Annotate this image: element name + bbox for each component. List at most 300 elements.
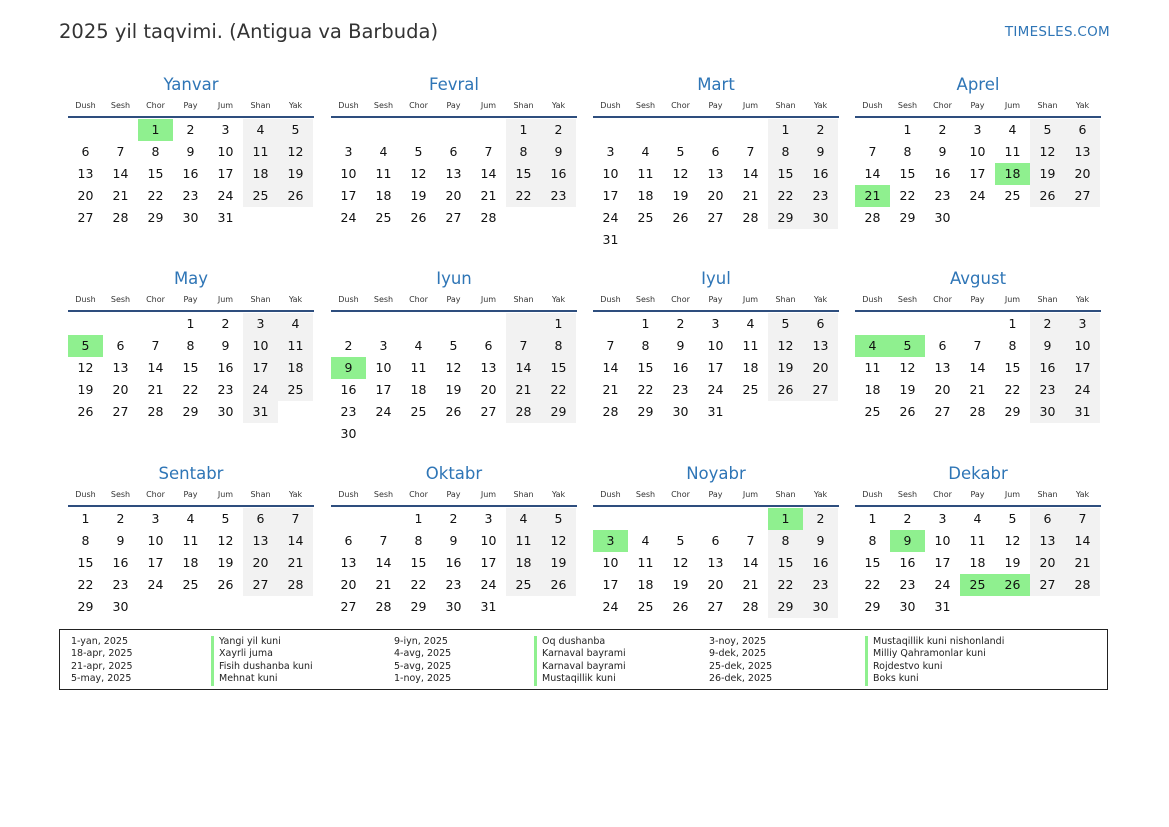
week-row [593, 141, 839, 163]
day-cell: 29 [182, 404, 199, 419]
day-cell: 11 [742, 338, 759, 353]
day-cell: 24 [934, 577, 951, 592]
day-cell: 28 [742, 599, 759, 614]
legend-holiday-name: Fisih dushanba kuni [211, 661, 313, 673]
week-row [68, 574, 314, 596]
day-cell: 16 [672, 360, 689, 375]
day-cell: 9 [541, 141, 576, 163]
month-may [68, 268, 314, 423]
day-cell: 21 [375, 577, 392, 592]
day-cell: 30 [1030, 401, 1065, 423]
day-cell: 29 [410, 599, 427, 614]
day-cell: 7 [278, 508, 313, 530]
week-row [593, 574, 839, 596]
day-cell: 25 [1004, 188, 1021, 203]
weekday-header [68, 488, 314, 507]
week-row [68, 185, 314, 207]
week-row [855, 335, 1101, 357]
day-cell: 30 [340, 426, 357, 441]
weekday-header [855, 488, 1101, 507]
weekday-label: Yak [813, 490, 828, 499]
day-cell: 24 [340, 210, 357, 225]
holiday-day-cell: 5 [68, 335, 103, 357]
day-cell: 14 [602, 360, 619, 375]
day-cell: 28 [112, 210, 129, 225]
day-cell: 24 [969, 188, 986, 203]
weekday-label: Dush [862, 490, 883, 499]
day-cell: 2 [1030, 313, 1065, 335]
legend-holiday-name: Mustaqillik kuni nishonlandi [865, 636, 1004, 648]
day-cell: 11 [1004, 144, 1021, 159]
day-cell: 8 [641, 338, 650, 353]
day-cell: 25 [637, 599, 654, 614]
weekday-label: Pay [183, 295, 198, 304]
day-cell: 9 [803, 530, 838, 552]
weekday-label: Dush [338, 101, 359, 110]
weekday-label: Shan [250, 101, 271, 110]
day-cell: 28 [1065, 574, 1100, 596]
day-cell: 27 [445, 210, 462, 225]
day-cell: 19 [899, 382, 916, 397]
weekday-label: Shan [513, 490, 534, 499]
day-cell: 29 [541, 401, 576, 423]
month-name: Sentabr [158, 464, 224, 483]
month-name: Avgust [949, 269, 1007, 288]
day-cell: 30 [182, 210, 199, 225]
day-cell: 23 [803, 574, 838, 596]
legend-date: 21-apr, 2025 [71, 660, 133, 672]
day-cell: 11 [410, 360, 427, 375]
empty-cell [401, 313, 436, 335]
day-cell: 23 [445, 577, 462, 592]
empty-cell [243, 207, 278, 229]
day-cell: 26 [445, 404, 462, 419]
day-cell: 20 [1065, 163, 1100, 185]
empty-cell [628, 229, 663, 251]
day-cell: 16 [934, 166, 951, 181]
day-cell: 4 [186, 511, 195, 526]
weekday-label: Sesh [373, 295, 394, 304]
day-cell: 6 [243, 508, 278, 530]
weekday-label: Chor [933, 490, 952, 499]
day-cell: 25 [742, 382, 759, 397]
weekday-label: Jum [742, 295, 759, 304]
brand-link[interactable]: TIMESLES.COM [1004, 24, 1110, 40]
empty-cell [436, 423, 471, 445]
day-cell: 27 [243, 574, 278, 596]
day-cell: 26 [541, 574, 576, 596]
weekday-label: Chor [409, 295, 428, 304]
empty-cell [960, 596, 995, 618]
holiday-day-cell: 18 [995, 163, 1030, 185]
day-cell: 1 [768, 119, 803, 141]
day-cell: 10 [602, 166, 619, 181]
day-cell: 21 [742, 577, 759, 592]
weekday-header [68, 293, 314, 312]
day-cell: 16 [1030, 357, 1065, 379]
day-cell: 22 [768, 185, 803, 207]
day-cell: 24 [480, 577, 497, 592]
empty-cell [103, 119, 138, 141]
day-cell: 22 [768, 574, 803, 596]
week-row [331, 335, 577, 357]
day-cell: 2 [116, 511, 125, 526]
day-cell: 11 [637, 166, 654, 181]
day-cell: 25 [182, 577, 199, 592]
day-cell: 20 [480, 382, 497, 397]
week-row [68, 357, 314, 379]
day-cell: 18 [864, 382, 881, 397]
weekday-label: Pay [970, 295, 985, 304]
empty-cell [593, 508, 628, 530]
day-cell: 23 [672, 382, 689, 397]
day-cell: 3 [484, 511, 493, 526]
day-cell: 31 [707, 404, 724, 419]
day-cell: 8 [151, 144, 160, 159]
week-row [331, 313, 577, 335]
day-cell: 18 [243, 163, 278, 185]
day-cell: 12 [672, 555, 689, 570]
legend-date: 1-noy, 2025 [394, 673, 452, 685]
day-cell: 22 [899, 188, 916, 203]
day-cell: 6 [344, 533, 353, 548]
legend-date: 4-avg, 2025 [394, 648, 452, 660]
day-cell: 11 [182, 533, 199, 548]
week-row [331, 574, 577, 596]
day-cell: 25 [243, 185, 278, 207]
empty-cell [506, 423, 541, 445]
empty-cell [855, 119, 890, 141]
day-cell: 8 [868, 533, 877, 548]
day-cell: 9 [449, 533, 458, 548]
weekday-label: Shan [1037, 490, 1058, 499]
day-cell: 9 [116, 533, 125, 548]
day-cell: 12 [768, 335, 803, 357]
day-cell: 17 [340, 188, 357, 203]
day-cell: 28 [864, 210, 881, 225]
empty-cell [698, 119, 733, 141]
day-cell: 20 [934, 382, 951, 397]
day-cell: 19 [77, 382, 94, 397]
empty-cell [103, 313, 138, 335]
week-row [68, 552, 314, 574]
week-row [331, 163, 577, 185]
day-cell: 9 [803, 141, 838, 163]
day-cell: 18 [637, 188, 654, 203]
day-cell: 7 [116, 144, 125, 159]
week-row [593, 508, 839, 530]
day-cell: 1 [414, 511, 423, 526]
day-cell: 23 [541, 185, 576, 207]
day-cell: 17 [707, 360, 724, 375]
empty-cell [366, 508, 401, 530]
day-cell: 25 [506, 574, 541, 596]
day-cell: 14 [480, 166, 497, 181]
week-row [331, 141, 577, 163]
day-cell: 16 [899, 555, 916, 570]
day-cell: 15 [637, 360, 654, 375]
weekday-label: Chor [146, 295, 165, 304]
day-cell: 20 [340, 577, 357, 592]
day-cell: 8 [903, 144, 912, 159]
empty-cell [1065, 596, 1100, 618]
day-cell: 3 [344, 144, 353, 159]
day-cell: 28 [147, 404, 164, 419]
day-cell: 5 [1030, 119, 1065, 141]
holiday-day-cell: 1 [138, 119, 173, 141]
day-cell: 6 [803, 313, 838, 335]
weekday-label: Sesh [110, 295, 131, 304]
weekday-label: Jum [1004, 101, 1021, 110]
legend-holiday-name: Xayrli juma [211, 648, 313, 660]
day-cell: 31 [602, 232, 619, 247]
day-cell: 18 [182, 555, 199, 570]
empty-cell [331, 508, 366, 530]
day-cell: 28 [506, 401, 541, 423]
week-row [593, 401, 839, 423]
empty-cell [1030, 596, 1065, 618]
day-cell: 29 [899, 210, 916, 225]
day-cell: 26 [899, 404, 916, 419]
day-cell: 4 [641, 144, 650, 159]
day-cell: 29 [864, 599, 881, 614]
day-cell: 8 [768, 141, 803, 163]
day-cell: 17 [602, 188, 619, 203]
week-row [331, 357, 577, 379]
empty-cell [471, 423, 506, 445]
day-cell: 31 [243, 401, 278, 423]
weekday-label: Yak [551, 490, 566, 499]
weekday-label: Pay [708, 101, 723, 110]
month-name: May [173, 269, 209, 288]
month-fevral [331, 74, 577, 229]
week-row [593, 530, 839, 552]
weekday-label: Chor [146, 490, 165, 499]
weekday-header [593, 99, 839, 118]
empty-cell [663, 119, 698, 141]
day-cell: 10 [602, 555, 619, 570]
day-cell: 19 [768, 357, 803, 379]
legend-holiday-name: Oq dushanba [534, 636, 626, 648]
holiday-day-cell: 25 [960, 574, 995, 596]
day-cell: 7 [506, 335, 541, 357]
holiday-day-cell: 21 [855, 185, 890, 207]
week-row [855, 357, 1101, 379]
day-cell: 21 [969, 382, 986, 397]
day-cell: 6 [116, 338, 125, 353]
legend-date: 18-apr, 2025 [71, 648, 133, 660]
weekday-label: Dush [75, 101, 96, 110]
empty-cell [506, 596, 541, 618]
day-cell: 8 [541, 335, 576, 357]
week-row [855, 141, 1101, 163]
day-cell: 6 [938, 338, 947, 353]
day-cell: 30 [934, 210, 951, 225]
day-cell: 28 [969, 404, 986, 419]
day-cell: 30 [112, 599, 129, 614]
day-cell: 15 [147, 166, 164, 181]
legend-dates-col-3 [709, 636, 772, 686]
day-cell: 8 [186, 338, 195, 353]
day-cell: 29 [637, 404, 654, 419]
empty-cell [733, 508, 768, 530]
day-cell: 15 [1004, 360, 1021, 375]
month-mart [593, 74, 839, 251]
day-cell: 8 [506, 141, 541, 163]
empty-cell [593, 119, 628, 141]
weekday-label: Jum [480, 101, 497, 110]
day-cell: 4 [506, 508, 541, 530]
day-cell: 7 [746, 533, 755, 548]
day-cell: 20 [707, 577, 724, 592]
day-cell: 19 [541, 552, 576, 574]
day-cell: 17 [243, 357, 278, 379]
week-row [68, 207, 314, 229]
empty-cell [995, 207, 1030, 229]
day-cell: 18 [969, 555, 986, 570]
empty-cell [436, 119, 471, 141]
day-cell: 22 [147, 188, 164, 203]
week-row [331, 508, 577, 530]
legend-date: 3-noy, 2025 [709, 636, 767, 647]
weekday-label: Sesh [635, 490, 656, 499]
empty-cell [768, 401, 803, 423]
day-cell: 10 [375, 360, 392, 375]
day-cell: 20 [707, 188, 724, 203]
day-cell: 13 [112, 360, 129, 375]
empty-cell [173, 596, 208, 618]
day-cell: 6 [1065, 119, 1100, 141]
empty-cell [138, 596, 173, 618]
empty-cell [541, 596, 576, 618]
empty-cell [366, 423, 401, 445]
day-cell: 6 [81, 144, 90, 159]
day-cell: 10 [243, 335, 278, 357]
day-cell: 17 [1065, 357, 1100, 379]
day-cell: 5 [414, 144, 423, 159]
day-cell: 13 [707, 555, 724, 570]
day-cell: 29 [77, 599, 94, 614]
day-cell: 11 [375, 166, 392, 181]
legend-holiday-name: Karnaval bayrami [534, 648, 626, 660]
day-cell: 7 [379, 533, 388, 548]
week-row [68, 119, 314, 141]
empty-cell [698, 229, 733, 251]
day-cell: 12 [899, 360, 916, 375]
day-cell: 18 [410, 382, 427, 397]
weekday-header [331, 293, 577, 312]
day-cell: 15 [541, 357, 576, 379]
day-cell: 16 [182, 166, 199, 181]
week-row [593, 313, 839, 335]
week-row [593, 552, 839, 574]
weekday-label: Chor [146, 101, 165, 110]
day-cell: 22 [637, 382, 654, 397]
day-cell: 27 [934, 404, 951, 419]
legend-date: 26-dek, 2025 [709, 673, 773, 685]
legend-names-col-3 [865, 636, 1004, 686]
weekday-label: Chor [933, 295, 952, 304]
day-cell: 15 [410, 555, 427, 570]
month-name: Iyun [436, 269, 472, 288]
day-cell: 8 [768, 530, 803, 552]
day-cell: 12 [672, 166, 689, 181]
legend-date: 9-iyn, 2025 [394, 636, 448, 647]
day-cell: 20 [77, 188, 94, 203]
week-row [68, 313, 314, 335]
weekday-label: Sesh [635, 101, 656, 110]
weekday-label: Chor [933, 101, 952, 110]
day-cell: 19 [410, 188, 427, 203]
month-name: Mart [697, 75, 735, 94]
day-cell: 18 [742, 360, 759, 375]
month-name: Noyabr [686, 464, 746, 483]
day-cell: 25 [375, 210, 392, 225]
empty-cell [890, 313, 925, 335]
day-cell: 20 [803, 357, 838, 379]
holiday-day-cell: 3 [593, 530, 628, 552]
weekday-label: Shan [250, 490, 271, 499]
week-row [593, 207, 839, 229]
weekday-label: Yak [1075, 490, 1090, 499]
weekday-label: Sesh [897, 101, 918, 110]
day-cell: 6 [1030, 508, 1065, 530]
holiday-day-cell: 9 [331, 357, 366, 379]
day-cell: 1 [868, 511, 877, 526]
weekday-label: Yak [288, 490, 303, 499]
empty-cell [278, 596, 313, 618]
empty-cell [68, 119, 103, 141]
weekday-label: Sesh [897, 295, 918, 304]
day-cell: 9 [221, 338, 230, 353]
week-row [68, 163, 314, 185]
day-cell: 13 [77, 166, 94, 181]
weekday-label: Sesh [110, 101, 131, 110]
day-cell: 13 [243, 530, 278, 552]
empty-cell [331, 119, 366, 141]
day-cell: 2 [449, 511, 458, 526]
day-cell: 10 [217, 144, 234, 159]
day-cell: 19 [672, 577, 689, 592]
day-cell: 15 [182, 360, 199, 375]
week-row [331, 401, 577, 423]
empty-cell [1030, 207, 1065, 229]
day-cell: 26 [768, 379, 803, 401]
weekday-label: Yak [288, 295, 303, 304]
month-avgust [855, 268, 1101, 423]
day-cell: 21 [480, 188, 497, 203]
day-cell: 2 [903, 511, 912, 526]
day-cell: 27 [1065, 185, 1100, 207]
day-cell: 16 [112, 555, 129, 570]
day-cell: 3 [711, 316, 720, 331]
day-cell: 19 [217, 555, 234, 570]
day-cell: 31 [480, 599, 497, 614]
weekday-label: Yak [551, 101, 566, 110]
empty-cell [68, 313, 103, 335]
day-cell: 3 [243, 313, 278, 335]
month-name: Oktabr [425, 464, 483, 483]
weekday-label: Jum [480, 295, 497, 304]
weekday-label: Pay [970, 101, 985, 110]
empty-cell [803, 401, 838, 423]
weekday-label: Jum [1004, 295, 1021, 304]
month-noyabr [593, 463, 839, 618]
day-cell: 13 [803, 335, 838, 357]
day-cell: 7 [868, 144, 877, 159]
day-cell: 23 [182, 188, 199, 203]
day-cell: 23 [1030, 379, 1065, 401]
